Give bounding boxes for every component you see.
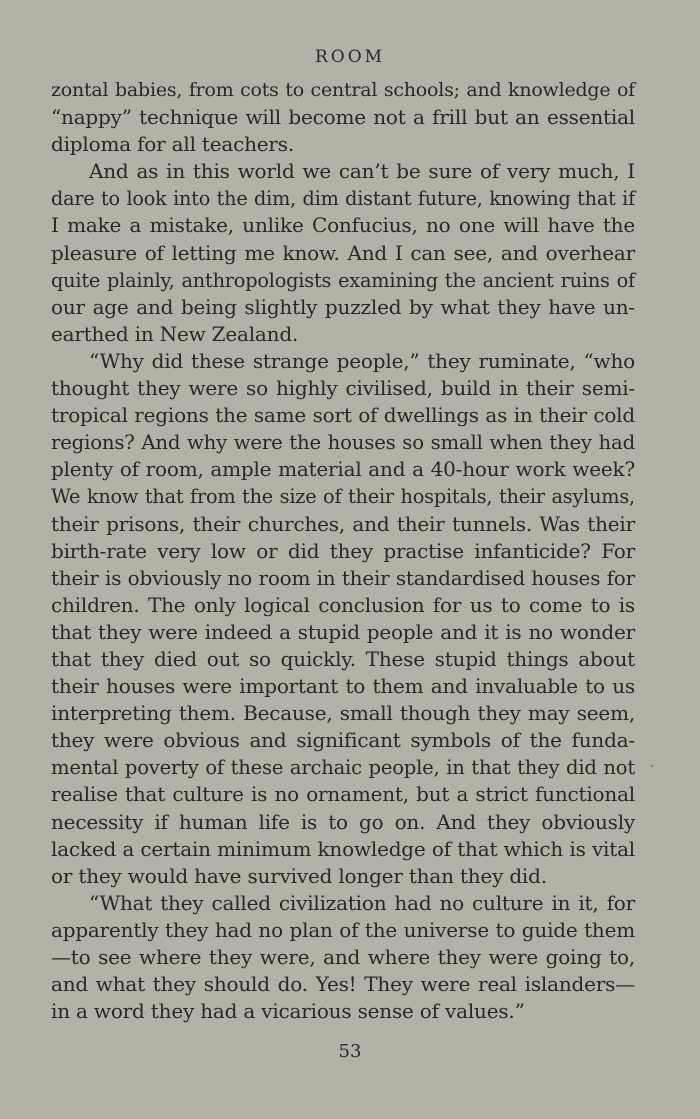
text-line: that they were indeed a stupid people and it is no wonder: [51, 619, 635, 644]
text-line: children. The only logical conclusion for us to come to is: [51, 592, 635, 617]
running-head: ROOM: [314, 47, 386, 67]
text-line: tropical regions the same sort of dwellings as in their cold: [51, 403, 635, 428]
text-line: “nappy” technique will become not a frill but an essential: [51, 105, 635, 130]
text-line: mental poverty of these archaic people, in that they did not: [51, 756, 635, 780]
body-text: [51, 77, 635, 1025]
text-line: our age and being slightly puzzled by what they have un-: [51, 294, 635, 319]
text-line: apparently they had no plan of the universe to guide them: [51, 917, 635, 942]
text-line: necessity if human life is to go on. And they obviously: [51, 809, 635, 834]
text-line: zontal babies, from cots to central schools; and knowledge of: [51, 79, 635, 101]
text-line: their prisons, their churches, and their tunnels. Was their: [51, 511, 635, 536]
text-line: pleasure of letting me know. And I can see, and overhear: [51, 240, 635, 265]
text-line: quite plainly, anthropologists examining the ancient ruins of: [51, 268, 635, 292]
text-line: —to see where they were, and where they were going to,: [51, 945, 635, 969]
paragraph-start-line: And as in this world we can’t be sure of very much, I: [89, 159, 635, 184]
text-line: diploma for all teachers.: [51, 132, 295, 157]
text-line: earthed in New Zealand.: [51, 321, 299, 346]
text-line: realise that culture is no ornament, but a strict functional: [51, 782, 635, 807]
text-line: lacked a certain minimum knowledge of that which is vital: [51, 836, 635, 861]
paragraph-start-line: “What they called civilization had no culture in it, for: [89, 890, 635, 915]
text-line: their houses were important to them and invaluable to us: [51, 674, 635, 699]
text-line: birth-rate very low or did they practise infanticide? For: [51, 538, 635, 563]
text-line: plenty of room, ample material and a 40-hour work week?: [51, 457, 635, 482]
text-line: thought they were so highly civilised, build in their semi-: [51, 376, 635, 401]
text-line: and what they should do. Yes! They were real islanders—: [51, 972, 635, 997]
paper-speck: [651, 765, 653, 767]
text-line: interpreting them. Because, small though they may seem,: [51, 701, 635, 726]
paragraph-start-line: “Why did these strange people,” they ruminate, “who: [89, 348, 635, 373]
page-number: 53: [338, 1041, 362, 1062]
text-line: regions? And why were the houses so small when they had: [51, 431, 635, 455]
text-line: they were obvious and significant symbols of the funda-: [51, 728, 635, 753]
text-line: their is obviously no room in their standardised houses for: [51, 565, 635, 590]
text-line: We know that from the size of their hospitals, their asylums,: [51, 485, 635, 509]
text-line: dare to look into the dim, dim distant future, knowing that if: [51, 187, 635, 211]
text-line: I make a mistake, unlike Confucius, no one will have the: [51, 213, 635, 238]
text-line: that they died out so quickly. These stupid things about: [51, 646, 635, 671]
text-line: in a word they had a vicarious sense of values.”: [51, 999, 525, 1024]
text-line: or they would have survived longer than they did.: [51, 863, 547, 888]
